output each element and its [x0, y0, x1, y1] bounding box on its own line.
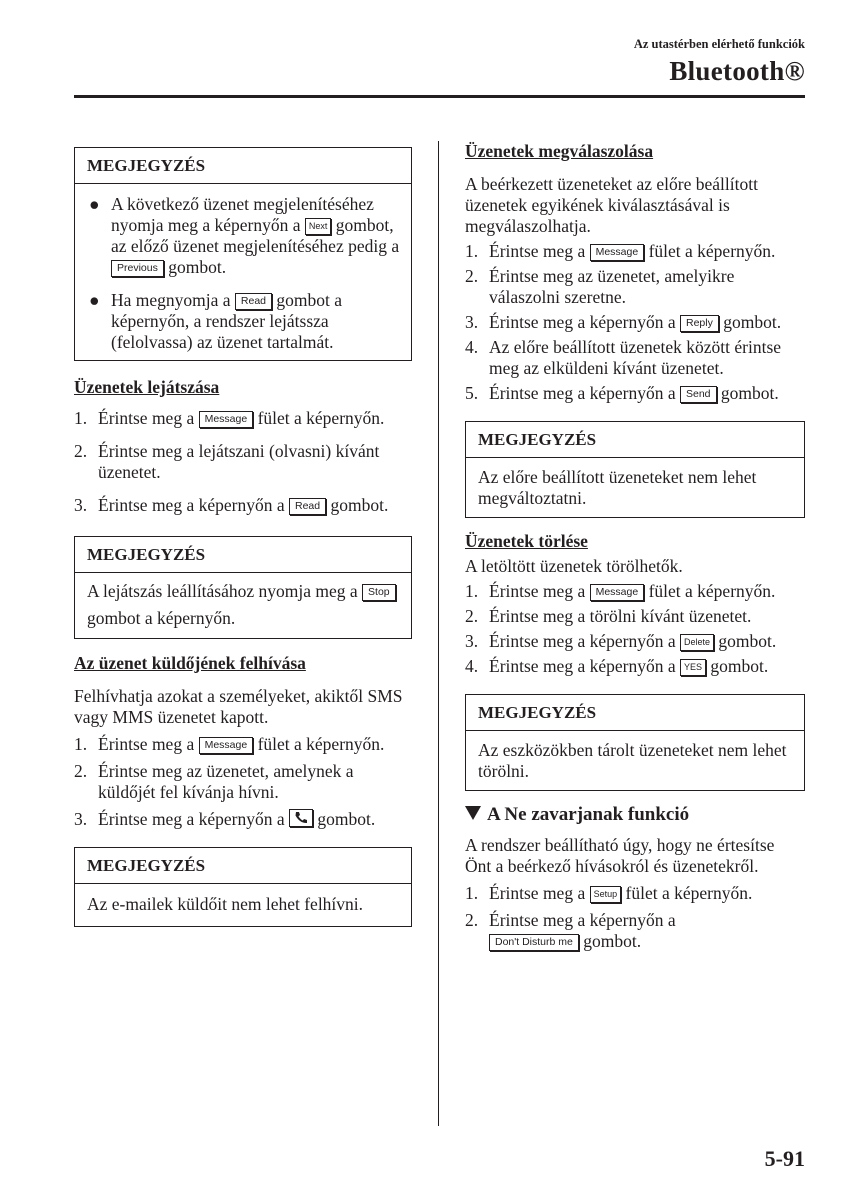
- send-button: Send: [680, 386, 717, 403]
- stop-button: Stop: [362, 584, 396, 601]
- note-box: MEGJEGYZÉS Az eszközökben tárolt üzeneteket nem lehet törölni.: [465, 694, 805, 791]
- paragraph: A beérkezett üzeneteket az előre beállított üzenetek egyikének kiválasztásával is megválaszolhatja.: [465, 174, 758, 236]
- bullet-dot-icon: ●: [89, 290, 100, 310]
- message-button: Message: [590, 584, 645, 601]
- setup-button: Setup: [590, 886, 622, 903]
- note-title: MEGJEGYZÉS: [466, 422, 804, 458]
- dont-disturb-button: Don't Disturb me: [489, 934, 579, 951]
- note-box: MEGJEGYZÉS Az e-mailek küldőit nem lehet felhívni.: [74, 847, 412, 927]
- right-column: [465, 141, 805, 952]
- header-rule: [74, 95, 805, 98]
- list-item: 5. Érintse meg a képernyőn a Send gombot.: [465, 383, 779, 403]
- section-heading: Az üzenet küldőjének felhívása: [74, 653, 306, 673]
- previous-button: Previous: [111, 260, 164, 277]
- message-button: Message: [199, 411, 254, 428]
- list-item: 1. Érintse meg a Message fület a képernyőn.: [74, 408, 385, 428]
- message-button: Message: [199, 737, 254, 754]
- note-box: [74, 147, 412, 361]
- page-title: Bluetooth®: [669, 56, 805, 86]
- section-heading: Üzenetek lejátszása: [74, 377, 220, 397]
- section-heading: A Ne zavarjanak funkció: [465, 804, 805, 825]
- list-item: 2. Érintse meg az üzenetet, amelyikre válaszolni szeretne.: [465, 266, 735, 307]
- note-title: MEGJEGYZÉS: [466, 695, 804, 731]
- list-item: 3. Érintse meg a képernyőn a Delete gombot.: [465, 631, 777, 651]
- left-column: [74, 147, 412, 927]
- bullet-dot-icon: ●: [89, 194, 100, 214]
- list-item: 1. Érintse meg a Setup fület a képernyőn.: [465, 883, 753, 903]
- page-number: 5-91: [764, 1146, 805, 1171]
- list-item: 2. Érintse meg a törölni kívánt üzenetet.: [465, 606, 752, 626]
- list-item: 3. Érintse meg a képernyőn a gombot.: [74, 809, 376, 829]
- paragraph: Felhívhatja azokat a személyeket, akiktől SMS vagy MMS üzenetet kapott.: [74, 686, 403, 727]
- bullet-item: ● A következő üzenet megjelenítéséhez nyomja meg a képernyőn a Next gombot, az előző üzenet megjelenítéséhez pedig a Previous gombot.: [89, 194, 400, 277]
- list-item: 4. Az előre beállított üzenetek között érintse meg az elküldeni kívánt üzenetet.: [465, 337, 782, 378]
- list-item: 3. Érintse meg a képernyőn a Read gombot.: [74, 495, 389, 515]
- bullet-item: ● Ha megnyomja a Read gombot a képernyőn, a rendszer lejátssza (felolvassa) az üzenet tartalmát.: [89, 290, 343, 352]
- reply-button: Reply: [680, 315, 719, 332]
- read-button: Read: [289, 498, 326, 515]
- list-item: 4. Érintse meg a képernyőn a YES gombot.: [465, 656, 769, 676]
- list-item: 3. Érintse meg a képernyőn a Reply gombot.: [465, 312, 782, 332]
- list-item: 1. Érintse meg a Message fület a képernyőn.: [465, 241, 776, 261]
- delete-button: Delete: [680, 634, 714, 651]
- note-title: MEGJEGYZÉS: [75, 148, 411, 184]
- triangle-down-icon: [465, 804, 481, 825]
- section-heading: Üzenetek törlése: [465, 531, 588, 551]
- yes-button: YES: [680, 659, 706, 676]
- list-item: 2. Érintse meg a lejátszani (olvasni) kívánt üzenetet.: [74, 441, 380, 482]
- list-item: 1. Érintse meg a Message fület a képernyőn.: [74, 734, 385, 754]
- phone-icon: [289, 809, 313, 827]
- note-box: MEGJEGYZÉS Az előre beállított üzeneteket nem lehet megváltoztatni.: [465, 421, 805, 518]
- note-title: MEGJEGYZÉS: [75, 537, 411, 573]
- list-item: 1. Érintse meg a Message fület a képernyőn.: [465, 581, 776, 601]
- message-button: Message: [590, 244, 645, 261]
- list-item: 2. Érintse meg a képernyőn a Don't Disturb me gombot.: [465, 910, 676, 951]
- read-button: Read: [235, 293, 272, 310]
- paragraph: A rendszer beállítható úgy, hogy ne értesítse Önt a beérkező hívásokról és üzenetekről.: [465, 835, 775, 876]
- next-button: Next: [305, 218, 332, 235]
- header-subtitle: Az utastérben elérhető funkciók: [633, 37, 805, 51]
- note-box: MEGJEGYZÉS A lejátszás leállításához nyomja meg a Stop gombot a képernyőn.: [74, 536, 412, 639]
- section-heading: Üzenetek megválaszolása: [465, 141, 654, 161]
- paragraph: A letöltött üzenetek törölhetők.: [465, 556, 683, 576]
- list-item: 2. Érintse meg az üzenetet, amelynek a küldőjét fel kívánja hívni.: [74, 761, 354, 802]
- note-title: MEGJEGYZÉS: [75, 848, 411, 884]
- column-divider: [438, 141, 439, 1126]
